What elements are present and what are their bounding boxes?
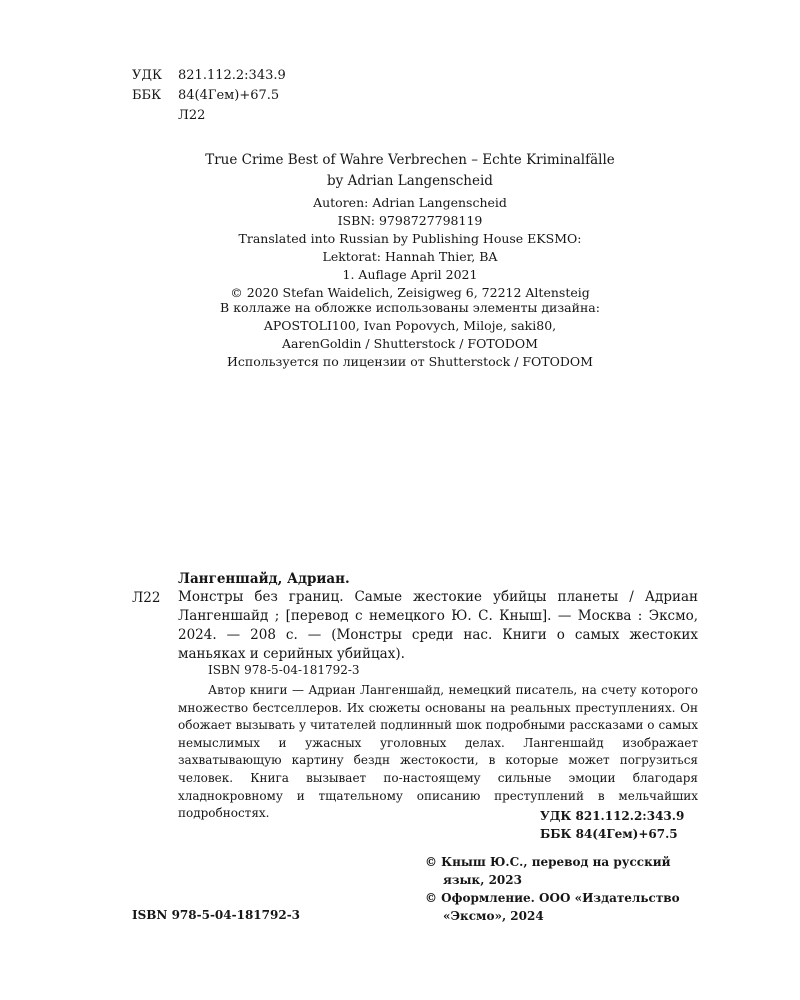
cover-credit-line: Используется по лицензии от Shutterstock / FOTODOM [227, 354, 593, 369]
udk-label: УДК [132, 68, 163, 83]
footer-isbn: ISBN 978-5-04-181792-3 [132, 908, 301, 922]
catalog-isbn: ISBN 978-5-04-181792-3 [208, 663, 360, 677]
udk-line [132, 66, 286, 86]
catalog-author: Лангеншайд, Адриан. [178, 571, 350, 587]
edition-line: Autoren: Adrian Langenscheid [313, 195, 507, 210]
header-index [132, 66, 286, 126]
copyright-design: © Оформление. ООО «Издательство «Эксмо», 2024 [425, 891, 680, 923]
original-title: True Crime Best of Wahre Verbrechen – Echte Kriminalfälle [205, 152, 615, 168]
catalog-description: Монстры без границ. Самые жестокие убийцы планеты / Адриан Лангеншайд ; [перевод с немецкого Ю. С. Кныш]. — Москва : Эксмо, 2024. — 208 с. — (Монстры среди нас. Книги о самых жестоких маньяках и серийных убийцах). [178, 589, 698, 662]
original-book-title-block [150, 150, 670, 192]
catalog-bbk: ББК 84(4Гем)+67.5 [540, 827, 678, 841]
bbk-line [132, 86, 286, 106]
edition-line: Translated into Russian by Publishing House EKSMO: [238, 231, 582, 246]
copyright-block [425, 853, 715, 925]
cover-credit-line: AarenGoldin / Shutterstock / FOTODOM [282, 336, 538, 351]
copyright-translation: © Кныш Ю.С., перевод на русский язык, 2023 [425, 855, 671, 887]
edition-line: Lektorat: Hannah Thier, BA [322, 249, 498, 264]
cover-credit-line: APOSTOLI100, Ivan Popovych, Miloje, saki80, [263, 318, 557, 333]
catalog-index [540, 807, 684, 843]
original-byline: by Adrian Langenscheid [327, 173, 493, 189]
bbk-label: ББК [132, 88, 162, 103]
catalog-udk: УДК 821.112.2:343.9 [540, 809, 685, 823]
edition-line: ISBN: 9798727798119 [337, 213, 483, 228]
cover-credits [150, 299, 670, 371]
edition-line: © 2020 Stefan Waidelich, Zeisigweg 6, 72212 Altensteig [230, 285, 590, 300]
bbk-value: 84(4Гем)+67.5 [178, 88, 280, 103]
catalog-abstract: Автор книги — Адриан Лангеншайд, немецкий писатель, на счету которого множество бестселлеров. Их сюжеты основаны на реальных преступлениях. Он обожает вызывать у читателей подлинный шок подробными рассказами о самых немыслимых и ужасных уголовных делах. Лангеншайд изображает захватывающую картину бездн жестокости, в которые может погрузиться человек. Книга вызывает по-настоящему сильные эмоции благодаря хладнокровному и тщательному описанию преступлений в мельчайших подробностях. [178, 683, 698, 821]
cover-credit-line: В коллаже на обложке использованы элементы дизайна: [220, 300, 600, 315]
edition-line: 1. Auflage April 2021 [342, 267, 478, 282]
udk-value: 821.112.2:343.9 [178, 68, 286, 83]
author-mark: Л22 [178, 108, 206, 123]
catalog-code: Л22 [132, 590, 161, 606]
edition-details [150, 194, 670, 302]
